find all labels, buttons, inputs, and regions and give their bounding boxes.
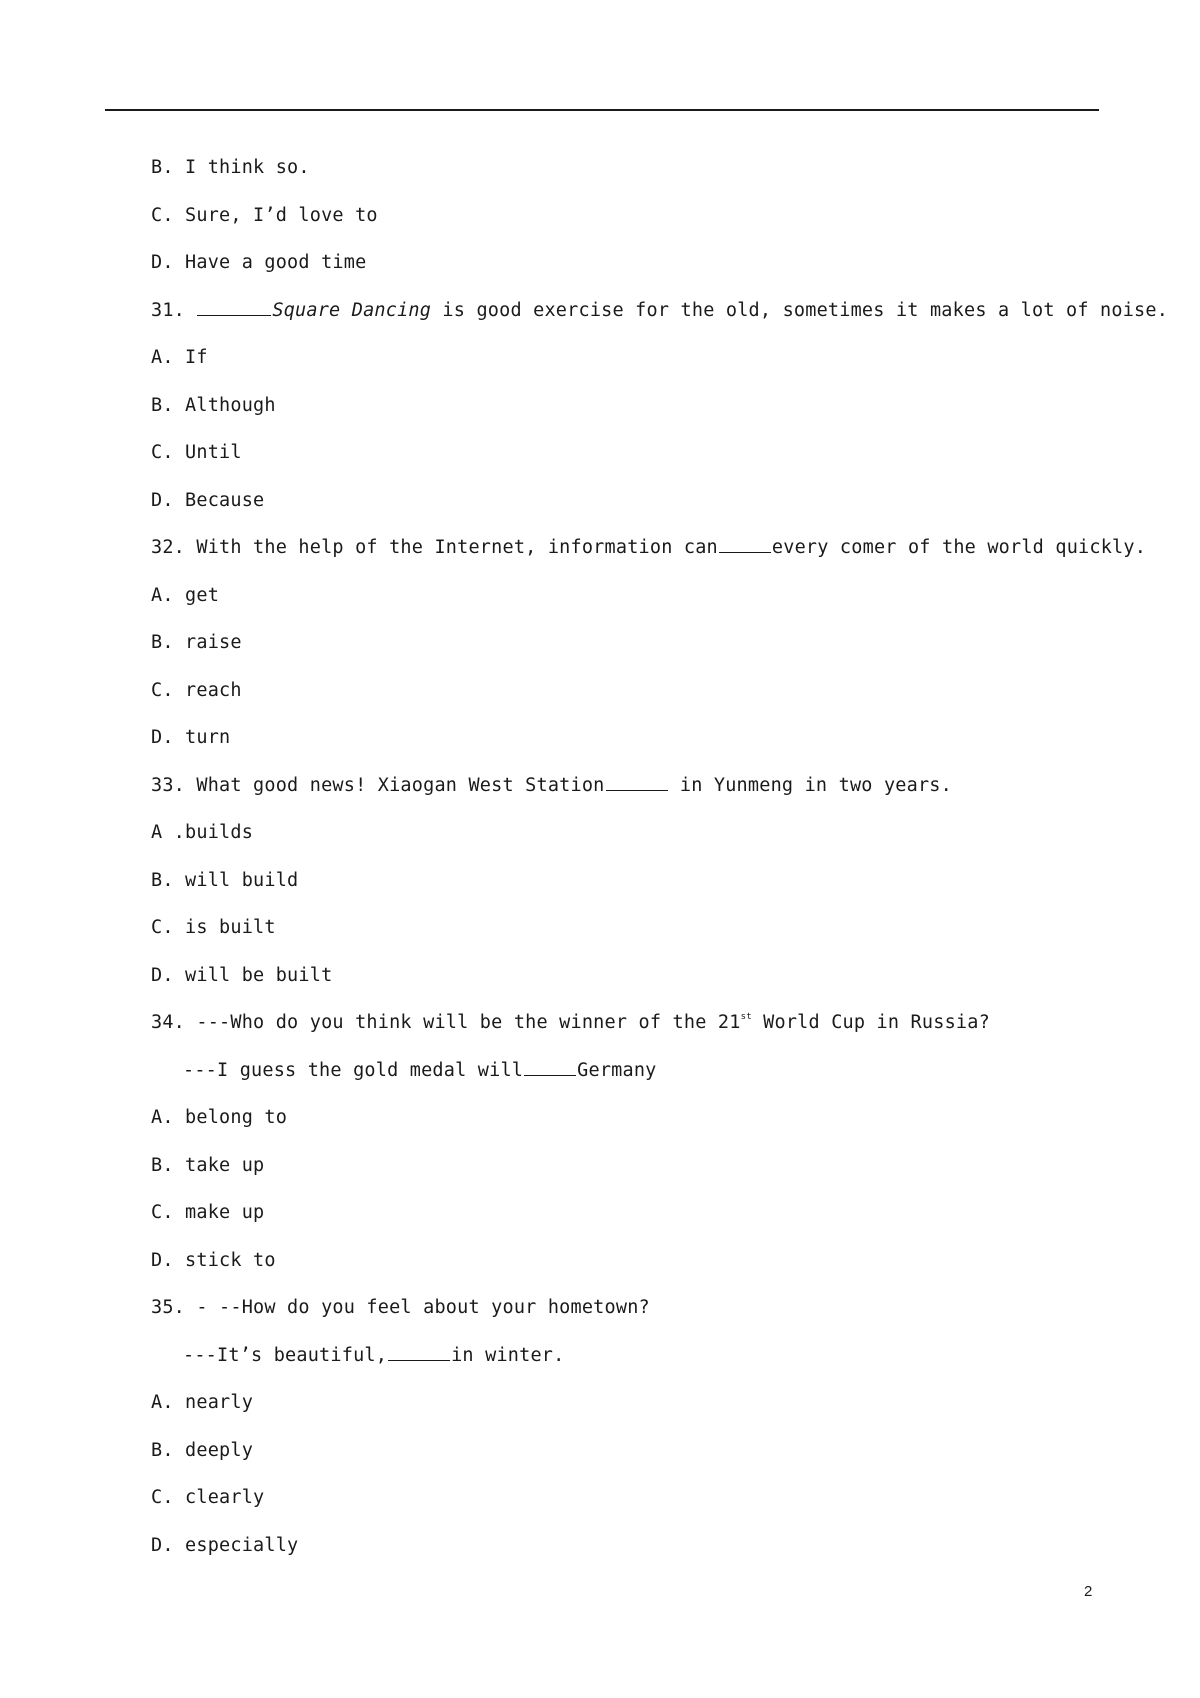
q31-stem (151, 293, 1169, 341)
q33-blank (606, 770, 668, 791)
q35-line2-before: ---It’s beautiful, (183, 1344, 388, 1366)
q34-option-d: D. stick to (151, 1249, 276, 1271)
header-rule (105, 109, 1099, 111)
q34-line2-after: Germany (577, 1059, 657, 1081)
q31-option-d: D. Because (151, 489, 265, 511)
q31-stem-rest: is good exercise for the old, sometimes it makes a lot of noise. (431, 299, 1169, 321)
q31-italic-text: Square Dancing (272, 299, 432, 321)
q35-option-b: B. deeply (151, 1439, 254, 1461)
q31-option-a: A. If (151, 347, 208, 368)
q35-blank (388, 1340, 450, 1361)
q32-stem-after: every comer of the world quickly. (771, 537, 1147, 558)
question-list (151, 150, 1169, 1575)
q34-superscript: st (740, 1012, 752, 1022)
q34-option-b: B. take up (151, 1154, 265, 1176)
q32-blank (719, 532, 771, 553)
q31-option-b: B. Although (151, 394, 276, 416)
q35-stem-line1: 35. - --How do you feel about your hometown? (151, 1297, 650, 1318)
q33-option-c: C. is built (151, 917, 276, 938)
q31-option-c: C. Until (151, 442, 242, 463)
q34-line2-before: ---I guess the gold medal will (183, 1059, 524, 1081)
q33-stem (151, 768, 1111, 816)
q31-blank (197, 295, 271, 316)
q32-option-b: B. raise (151, 632, 242, 653)
q34-option-c: C. make up (151, 1202, 265, 1223)
q33-option-d: D. will be built (151, 964, 333, 986)
q34-option-a: A. belong to (151, 1107, 288, 1128)
q30-option-b: B. I think so. (151, 157, 310, 178)
q32-stem (151, 530, 1147, 578)
q32-option-d: D. turn (151, 727, 231, 748)
q33-option-a: A .builds (151, 822, 254, 843)
q35-option-c: C. clearly (151, 1487, 265, 1508)
q35-option-d: D. especially (151, 1534, 299, 1556)
q32-option-c: C. reach (151, 679, 242, 701)
q30-option-c: C. Sure, I’d love to (151, 204, 378, 226)
q34-blank (524, 1055, 576, 1076)
q35-option-a: A. nearly (151, 1392, 254, 1413)
page-number: 2 (1084, 1583, 1093, 1600)
q34-line1-after: World Cup in Russia? (751, 1012, 990, 1033)
q32-option-a: A. get (151, 584, 220, 606)
q33-stem-before: 33. What good news! Xiaogan West Station (151, 774, 605, 796)
q32-stem-before: 32. With the help of the Internet, information can (151, 537, 718, 558)
q34-stem-line1 (151, 1005, 1111, 1053)
q35-stem-line2 (151, 1338, 1111, 1386)
q30-option-d: D. Have a good time (151, 252, 367, 273)
q33-option-b: B. will build (151, 869, 299, 891)
q31-number: 31. (151, 299, 186, 321)
q35-line2-after: in winter. (451, 1344, 565, 1366)
q34-line1-before: 34. ---Who do you think will be the winner of the 21 (151, 1012, 741, 1033)
q34-stem-line2 (151, 1053, 1111, 1101)
q33-stem-after: in Yunmeng in two years. (668, 774, 952, 796)
